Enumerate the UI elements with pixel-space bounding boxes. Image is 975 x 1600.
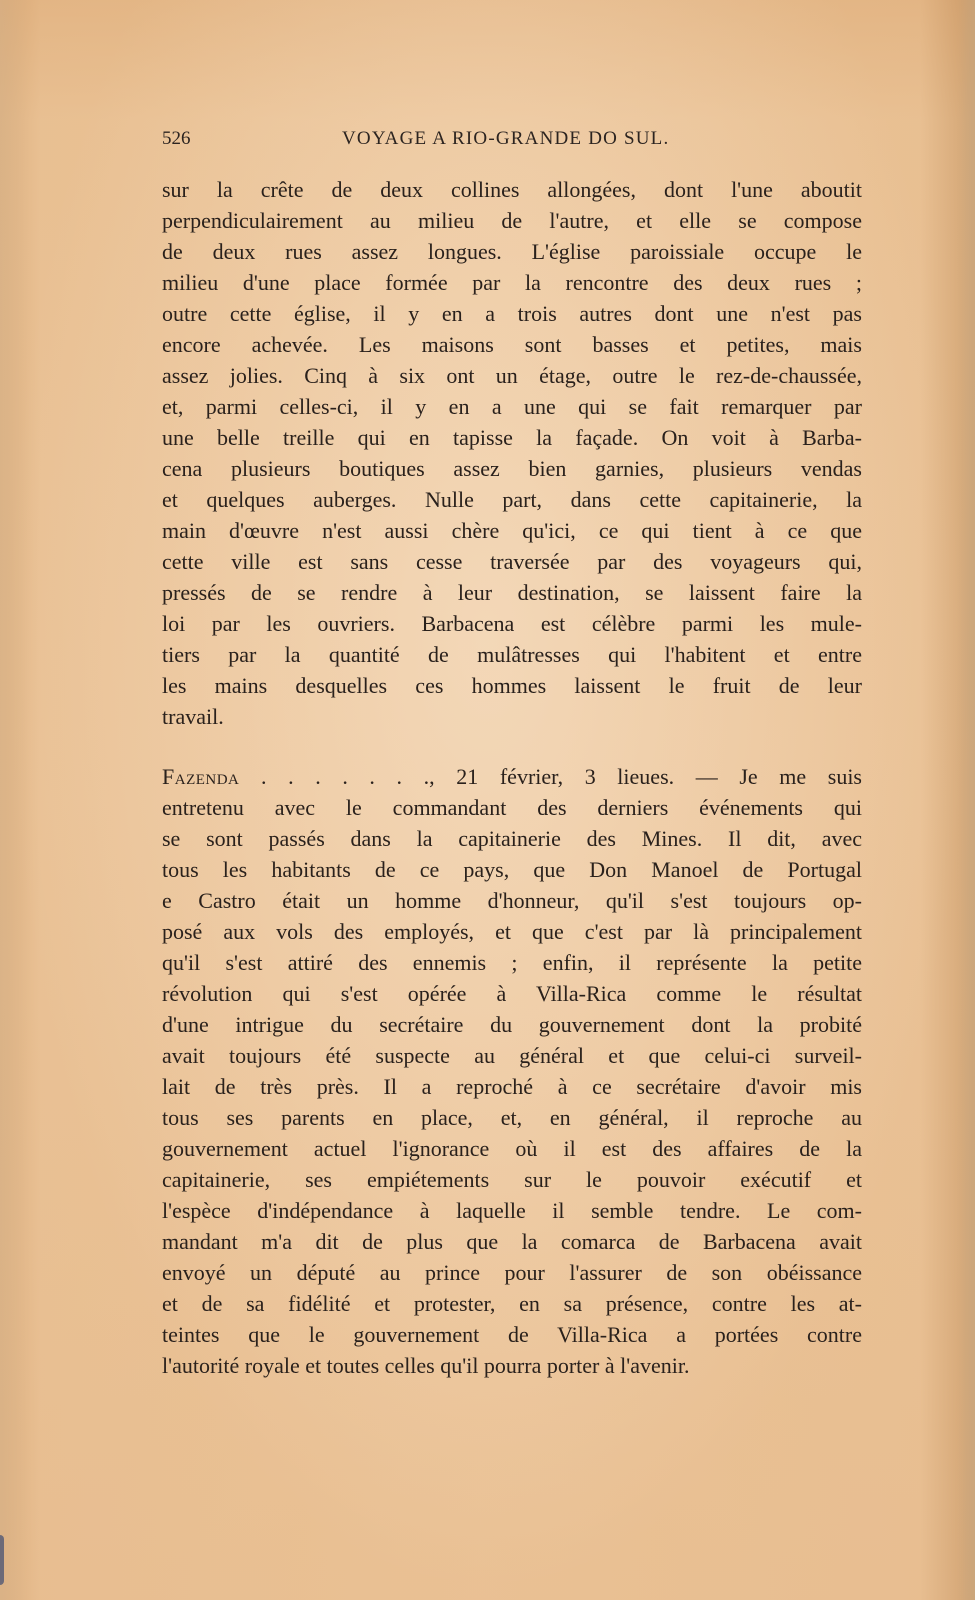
text-line: sur la crête de deux collines allongées, dont l'une aboutit: [162, 177, 862, 202]
text-line: qu'il s'est attiré des ennemis ; enfin, il représente la petite: [162, 950, 862, 975]
text-line: main d'œuvre n'est aussi chère qu'ici, ce qui tient à ce que: [162, 518, 862, 543]
text-line: capitainerie, ses empiétements sur le pouvoir exécutif et: [162, 1167, 862, 1192]
text-line: loi par les ouvriers. Barbacena est célèbre parmi les mule-: [162, 611, 862, 636]
text-line: de deux rues assez longues. L'église paroissiale occupe le: [162, 239, 862, 264]
running-title: VOYAGE A RIO-GRANDE DO SUL.: [342, 128, 670, 149]
text-line: encore achevée. Les maisons sont basses et petites, mais: [162, 332, 862, 357]
text-line: lait de très près. Il a reproché à ce secrétaire d'avoir mis: [162, 1074, 862, 1099]
entry-date-distance: . . . . . . ., 21 février, 3 lieues. — Je me suis: [239, 764, 862, 789]
text-line: posé aux vols des employés, et que c'est par là principalement: [162, 919, 862, 944]
text-line: assez jolies. Cinq à six ont un étage, outre le rez-de-chaussée,: [162, 363, 862, 388]
paragraph-barbacena: [162, 174, 862, 732]
paragraph-fazenda: [162, 761, 862, 1381]
text-line: e Castro était un homme d'honneur, qu'il s'est toujours op-: [162, 888, 862, 913]
text-line: les mains desquelles ces hommes laissent le fruit de leur: [162, 673, 862, 698]
page-right-edge-shading: [957, 0, 975, 1600]
text-line: envoyé un député au prince pour l'assurer de son obéissance: [162, 1260, 862, 1285]
running-header: [162, 128, 862, 152]
text-line: cette ville est sans cesse traversée par des voyageurs qui,: [162, 549, 862, 574]
scan-edge-mark: [0, 1535, 4, 1585]
text-line: d'une intrigue du secrétaire du gouvernement dont la probité: [162, 1012, 862, 1037]
text-line: travail.: [162, 704, 224, 729]
entry-heading-line: [162, 761, 862, 792]
text-line: pressés de se rendre à leur destination, se laissent faire la: [162, 580, 862, 605]
text-line: l'espèce d'indépendance à laquelle il semble tendre. Le com-: [162, 1198, 862, 1223]
text-line: cena plusieurs boutiques assez bien garnies, plusieurs vendas: [162, 456, 862, 481]
text-line: l'autorité royale et toutes celles qu'il pourra porter à l'avenir.: [162, 1353, 690, 1378]
text-line: et, parmi celles-ci, il y en a une qui se fait remarquer par: [162, 394, 862, 419]
text-line: une belle treille qui en tapisse la façade. On voit à Barba-: [162, 425, 862, 450]
text-line: perpendiculairement au milieu de l'autre, et elle se compose: [162, 208, 862, 233]
entry-place-name: Fazenda: [162, 764, 240, 789]
text-line: se sont passés dans la capitainerie des Mines. Il dit, avec: [162, 826, 862, 851]
text-line: et de sa fidélité et protester, en sa présence, contre les at-: [162, 1291, 862, 1316]
text-line: tous ses parents en place, et, en général, il reproche au: [162, 1105, 862, 1130]
text-line: gouvernement actuel l'ignorance où il est des affaires de la: [162, 1136, 862, 1161]
text-line: teintes que le gouvernement de Villa-Rica a portées contre: [162, 1322, 862, 1347]
text-line: tous les habitants de ce pays, que Don Manoel de Portugal: [162, 857, 862, 882]
page-number: 526: [162, 128, 191, 149]
text-line: outre cette église, il y en a trois autres dont une n'est pas: [162, 301, 862, 326]
text-line: révolution qui s'est opérée à Villa-Rica comme le résultat: [162, 981, 862, 1006]
text-line: avait toujours été suspecte au général et que celui-ci surveil-: [162, 1043, 862, 1068]
text-line: et quelques auberges. Nulle part, dans cette capitainerie, la: [162, 487, 862, 512]
text-line: milieu d'une place formée par la rencontre des deux rues ;: [162, 270, 862, 295]
text-line: mandant m'a dit de plus que la comarca de Barbacena avait: [162, 1229, 862, 1254]
page-left-edge-shading: [0, 0, 30, 1600]
text-line: entretenu avec le commandant des derniers événements qui: [162, 795, 862, 820]
text-line: tiers par la quantité de mulâtresses qui l'habitent et entre: [162, 642, 862, 667]
